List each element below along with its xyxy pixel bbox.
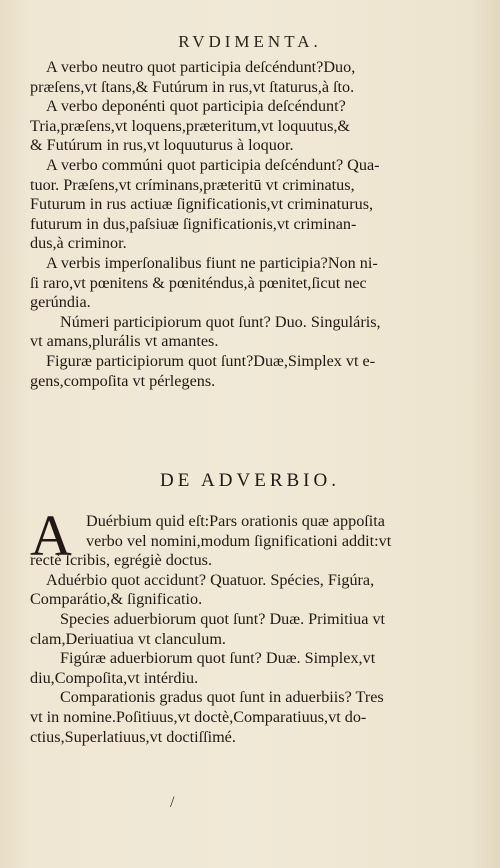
text-line: Species aduerbiorum quot ſunt? Duæ. Primitiua vt (60, 609, 386, 628)
text-line: Comparationis gradus quot ſunt in aduerbiis? Tres (60, 688, 384, 707)
text-line: verbo vel nomini,modum ſignificationi addit:vt (86, 531, 392, 550)
running-head: RVDIMENTA. (178, 32, 322, 51)
text-line: tuor. Præſens,vt críminans,præteritū vt criminatus, (30, 175, 355, 194)
text-line: A verbis imperſonalibus fiunt ne participia?Non ni- (46, 253, 378, 272)
text-line: vt in nomine.Poſitiuus,vt doctè,Comparatiuus,vt do- (30, 707, 367, 726)
text-line: Duérbium quid eſt:Pars orationis quæ appoſita (86, 512, 385, 530)
text-line: gerúndia. (30, 293, 91, 312)
text-line: ctius,Superlatiuus,vt doctiſſimé. (30, 727, 236, 746)
text-line: Figúræ aduerbiorum quot ſunt? Duæ. Simplex,vt (60, 649, 376, 668)
text-line: futurum in dus,paſsiuæ ſignificationis,vt criminan- (30, 214, 357, 233)
text-line: ſi raro,vt pœnitens & pœniténdus,à pœnitet,ſicut nec (30, 273, 367, 292)
text-line: Comparátio,& ſignificatio. (30, 590, 203, 609)
text-line: A verbo commúni quot participia deſcéndunt? Qua- (46, 155, 380, 174)
text-line: Tria,præſens,vt loquens,præteritum,vt loquutus,& (30, 116, 351, 135)
adverb-text-block (30, 503, 478, 747)
drop-cap: A (30, 503, 72, 568)
text-line: vt amans,plurális vt amantes. (30, 332, 219, 351)
text-line: gens,compoſita vt pérlegens. (30, 371, 216, 390)
text-line: Futurum in rus actiuæ ſignificationis,vt criminaturus, (30, 195, 374, 214)
text-line: præſens,vt ſtans,& Futúrum in rus,vt ſtaturus,à ſto. (30, 77, 355, 96)
text-line: Númeri participiorum quot ſunt? Duo. Singuláris, (60, 312, 381, 331)
text-line: Aduérbio quot accidunt? Quatuor. Spécies, Figúra, (46, 570, 375, 589)
text-line: rectè ſcribis, egrégiè doctus. (30, 551, 213, 570)
text-line: diu,Compoſita,vt intérdiu. (30, 668, 199, 687)
text-line: A verbo neutro quot participia deſcéndunt?Duo, (46, 58, 356, 76)
section-title: DE ADVERBIO. (160, 470, 340, 491)
text-line: & Futúrum in rus,vt loquuturus à loquor. (30, 136, 294, 155)
bottom-mark: / (170, 794, 175, 811)
text-line: A verbo deponénti quot participia deſcéndunt? (46, 97, 346, 116)
participle-text-block (30, 58, 478, 391)
text-line: dus,à criminor. (30, 234, 127, 253)
text-line: clam,Deriuatiua vt clanculum. (30, 629, 226, 648)
text-line: Figuræ participiorum quot ſunt?Duæ,Simplex vt e- (46, 351, 376, 370)
